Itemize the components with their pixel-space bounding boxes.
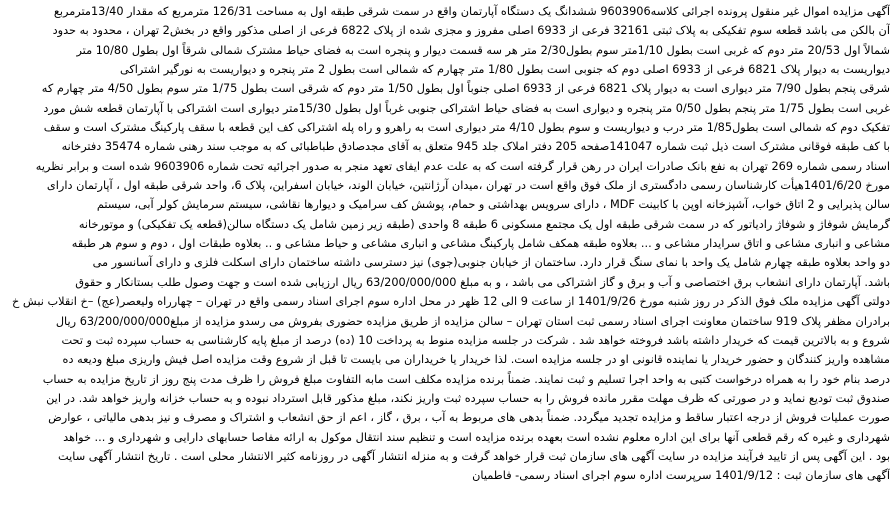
- notice-line-11: سالن پذیرایی و 2 اتاق خواب، آشپزخانه اوپن با کابینت MDF ، دارای سرویس بهداشتی و حمام، پوشش کف سرامیک و دیوارها نقاشی، سیستم سرمایش کولر آبی، سیستم: [96, 198, 890, 212]
- notice-line-25: آگهی های سازمان ثبت : 1401/9/12 سرپرست اداره سوم اجرای اسناد رسمی- فاطمیان: [472, 469, 890, 483]
- notice-line-18: شروع و به بالاترین قیمت که خریدار داشته باشد فروخته خواهد شد . شرکت در جلسه مزایده منوط به پرداخت 10 (ده) درصد از مبلغ پایه کارشناسی به حساب سپرده ثبت و تحت: [61, 333, 890, 347]
- notice-line-16: دولتی آگهی مزایده ملک فوق الذکر در روز شنبه مورخ 1401/9/26 از ساعت 9 الی 12 ظهر در محل اداره سوم اجرای اسناد رسمی واقع در تهران – چهارراه ولیعصر(عج) –خ انقلاب نبش خ: [12, 295, 890, 309]
- notice-line-10: مورخ 1401/6/20هیأت کارشناسان رسمی دادگستری از ملک فوق واقع است در تهران ،میدان آرژانتین، خیابان الوند، خیابان اسفراین، پلاک 6، واحد شرقی طبقه اول ، آپارتمان دارای: [46, 179, 890, 193]
- notice-line-6: غربی است بطول 1/75 متر پنجم بطول 0/50 متر پنجره و دیواری است به فضای حیاط اشتراکی جنوبی غرباً اول بطول 15/30متر دیواری است اشتراکی با آپارتمان قطعه شش مورد: [43, 101, 890, 115]
- notice-line-20: درصد بنام خود را به همراه درخواست کتبی به واحد اجرا تسلیم و ثبت نمایند. ضمناً برنده مزایده مکلف است مابه التفاوت مبلغ فروش را ظرف مدت پنج روز از تاریخ مزایده به حساب: [42, 372, 890, 386]
- notice-line-3: شمالاً اول 20/53 متر دوم که غربی است بطول 1/10متر سوم بطول2/30 متر هر سه قسمت دیوار و پنجره است به فضای حیاط مشترک شمالی شرقاً اول بطول 10/80 متر: [76, 43, 890, 57]
- notice-line-13: مشاعی و انباری مشاعی و اتاق سرایدار مشاعی و ... بعلاوه طبقه همکف شامل پارکینگ مشاعی و انباری مشاعی و حیاط مشاعی و .. بعلاوه طبقات اول ، دوم و سوم هر طبقه: [71, 237, 890, 251]
- notice-line-17: برادران مظفر پلاک 919 ساختمان معاونت اجرای اسناد رسمی ثبت استان تهران – سالن مزایده از طریق مزایده حضوری بفروش می رسدو مزایده از مبلغ63/200/000/000 ریال: [55, 314, 890, 328]
- notice-line-23: شهرداری و غیره که رقم قطعی آنها برای این اداره معلوم نشده است بعهده برنده مزایده است و تنظیم سند انتقال موکول به ارائه مفاصا حسابهای دارایی و شهرداری و ... خواهد: [63, 430, 890, 444]
- notice-line-2: آن بالکن می باشد قطعه سوم تفکیکی به پلاک ثبتی 32161 فرعی از 6933 اصلی مفروز و مجزی شده از پلاک 6822 فرعی از اصلی مذکور واقع در بخش2 تهران ، محدود به حدود: [52, 24, 890, 38]
- notice-line-12: گرمایش شوفاژ و شوفاژ رادیاتور که در سمت شرقی طبقه اول یک مجتمع مسکونی 6 طبقه 8 واحدی (طبقه زیر زمین شامل یک دستگاه سالن(قطعه یک تفکیکی) و موتورخانه: [78, 217, 890, 231]
- notice-line-24: بود . این آگهی پس از تایید فرآیند مزایده در سایت آگهی های سازمان ثبت قرار خواهد گرفت و به منزله انتشار آگهی در روزنامه کثیر الانتشار محلی است . تاریخ انتشار آگهی سایت: [58, 449, 890, 463]
- notice-line-19: مشاهده واریز کنندگان و حضور خریدار یا نماینده قانونی او در جلسه مزایده است. لذا خریدار یا خریداران می بایست تا قبل از شروع وقت مزایده اصل فیش واریزی مبلغ ودیعه ده: [62, 353, 890, 367]
- notice-line-15: باشد. آپارتمان دارای انشعاب برق اختصاصی و آب و برق و گاز اشتراکی می باشد ، و به مبلغ 63/200/000/000 ریال ارزیابی شده است و جهت وصول طلب بستانکار و حقوق: [75, 275, 890, 289]
- notice-line-14: دو واحد بعلاوه طبقه چهارم شامل یک واحد با نمای سنگ قرار دارد. ساختمان از خیابان جنوبی(جوی) نیز دسترسی داشته ساختمان دارای اسکلت فلزی و دارای آسانسور می: [92, 256, 890, 270]
- notice-line-1: آگهی مزایده اموال غیر منقول پرونده اجرائی کلاسه9603906 ششدانگ یک دستگاه آپارتمان واقع در سمت شرقی طبقه اول به مساحت 126/31 مترمربع که مقدار 13/40مترمربع: [53, 5, 890, 18]
- notice-line-7: تفکیک دوم که شمالی است بطول1/85 متر درب و دیواریست و سوم بطول 4/10 متر دیواری است به راهرو و راه پله اشتراکی کف این قطعه با سقف پارکینگ مشترک است و سقف: [43, 121, 890, 135]
- notice-line-8: با کف طبقه فوقانی مشترک است ذیل ثبت شماره 141047صفحه 205 دفتر املاک جلد 945 متعلق به آقای مجدصادق طباطبائی که به موجب سند رهنی شماره 35474 دفترخانه: [61, 140, 890, 154]
- notice-line-5: شرقی پنجم بطول 7/90 متر دیواری است به دیوار پلاک 6821 فرعی از 6933 اصلی جنوباً اول بطول 1/50 متر دوم که شرقی است بطول 1/75 متر سوم بطول 4/50 متر چهارم که: [41, 82, 890, 96]
- notice-line-9: اسناد رسمی شماره 269 تهران به نفع بانک صادرات ایران در رهن قرار گرفته است که به علت عدم ایفای تعهد منجر به صدور اجرائیه تحت شماره 9603906 شده است و برابر نظریه: [35, 159, 890, 173]
- notice-line-22: صورت عملیات فروش از درجه اعتبار ساقط و مزایده تجدید میگردد. ضمناً بدهی های مربوط به آب ، برق ، گاز ، اعم از حق انشعاب و اشتراک و مصرف و نیز بدهی مالیاتی ، عوارض: [48, 411, 890, 425]
- notice-line-21: صندوق ثبت تودیع نماید و در صورتی که ظرف مهلت مقرر مانده فروش را به حساب سپرده ثبت واریز نکند، مبلغ مذکور قابل استرداد نبوده و به حساب خزانه واریز خواهد شد. در این: [46, 391, 890, 405]
- notice-line-4: دیواریست به دیوار پلاک 6821 فرعی از 6933 اصلی دوم که جنوبی است بطول 1/80 متر چهارم که شمالی است بطول 2 متر پنجره و دیواریست به نورگیر اشتراکی: [119, 63, 890, 77]
